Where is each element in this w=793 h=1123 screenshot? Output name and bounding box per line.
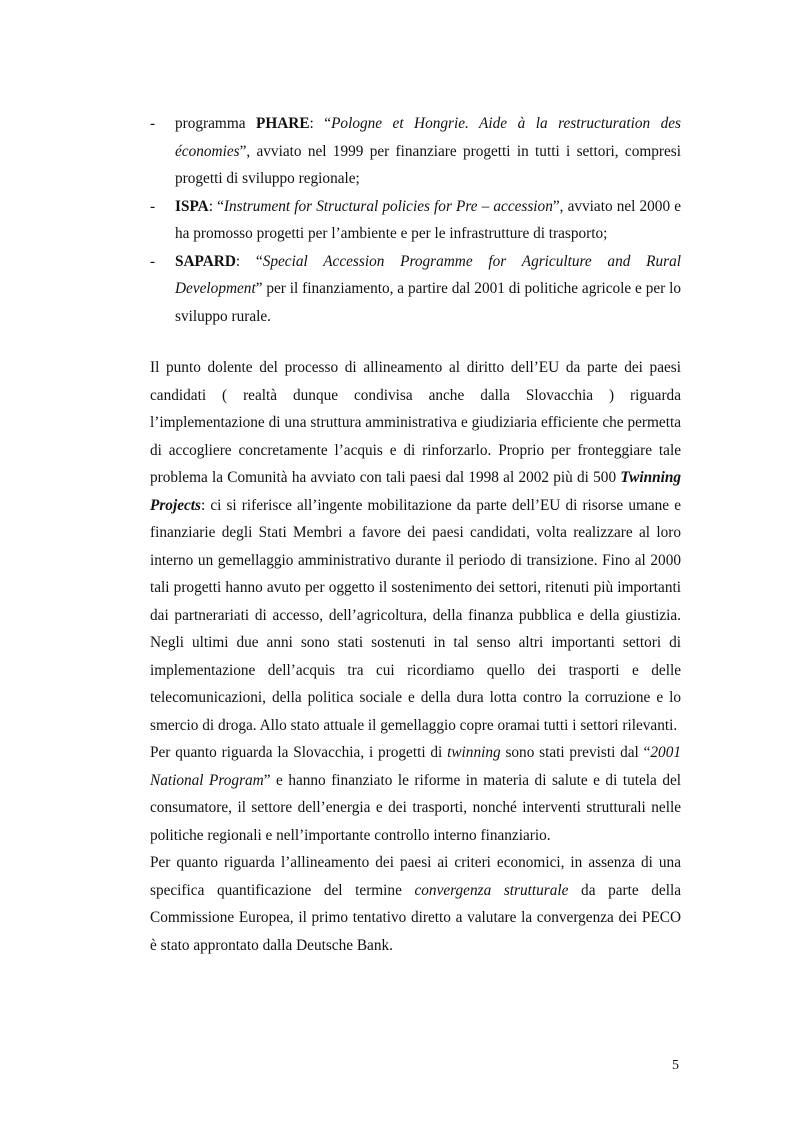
bullet-rest: ”, avviato nel 1999 per finanziare progetti in tutti i settori, compresi progetti di sviluppo regionale;	[175, 142, 681, 187]
italic-term: twinning	[447, 744, 501, 761]
program-title: Special Accession Programme for Agriculture and Rural Development	[175, 252, 681, 297]
program-title: Pologne et Hongrie. Aide à la restructuration des économies	[175, 115, 682, 160]
program-name: PHARE	[256, 115, 310, 132]
paragraph-text: ” e hanno finanziato le riforme in materia di salute e di tutela del consumatore, il settore dell’energia e dei trasporti, nonché interventi strutturali nelle politiche regionali e nell’importante controllo interno finanziario.	[150, 771, 682, 844]
italic-term: convergenza strutturale	[414, 881, 569, 899]
bullet-sapard	[150, 248, 681, 331]
bullet-dash: -	[150, 252, 156, 270]
bullet-dash: -	[150, 197, 156, 215]
paragraph-text: Per quanto riguarda la Slovacchia, i progetti di	[150, 744, 448, 761]
document-page	[150, 110, 681, 959]
bullet-ispa	[150, 193, 681, 248]
paragraph-twinning	[150, 354, 681, 739]
paragraph-economic-criteria	[150, 849, 681, 959]
program-title: Instrument for Structural policies for Pre – accession	[223, 197, 553, 215]
paragraph-text: sono stati previsti dal “	[500, 744, 651, 761]
page-number: 5	[672, 1058, 679, 1073]
program-name: SAPARD	[175, 252, 236, 270]
bullet-sep: : “	[309, 115, 332, 132]
bullet-dash: -	[150, 115, 156, 132]
bullet-lead: programma	[175, 115, 256, 132]
paragraph-slovakia	[150, 739, 681, 849]
bullet-sep: : “	[208, 197, 224, 215]
twinning-projects-emphasis: Twinning Projects	[150, 469, 681, 514]
paragraph-text: da parte della Commissione Europea, il primo tentativo diretto a valutare la convergenza dei PECO è stato approntato dalla Deutsche Bank.	[150, 881, 682, 954]
italic-term: 2001 National Program	[150, 744, 681, 789]
program-name: ISPA	[175, 197, 209, 215]
paragraph-text: Per quanto riguarda l’allineamento dei paesi ai criteri economici, in assenza di una specifica quantificazione del termine	[150, 854, 681, 899]
bullet-sep: : “	[235, 252, 263, 270]
bullet-phare	[150, 110, 681, 193]
paragraph-text: Il punto dolente del processo di allineamento al diritto dell’EU da parte dei paesi candidati ( realtà dunque condivisa anche dalla Slovacchia ) riguarda l’implementazione di una struttura amministrativa e giudiziaria efficiente che permetta di accogliere concretamente l’acquis e di rinforzarlo. Proprio per fronteggiare tale problema la Comunità ha avviato con tali paesi dal 1998 al 2002 più di 500	[150, 359, 681, 486]
bullet-rest: ” per il finanziamento, a partire dal 2001 di politiche agricole e per lo sviluppo rurale.	[175, 280, 681, 325]
paragraph-text: : ci si riferisce all’ingente mobilitazione da parte dell’EU di risorse umane e finanziarie degli Stati Membri a favore dei paesi candidati, volta realizzare al loro interno un gemellaggio amministrativo durante il periodo di transizione. Fino al 2000 tali progetti hanno avuto per oggetto il sostenimento dei settori, ritenuti più importanti dai partnerariati di accesso, dell’agricoltura, della finanza pubblica e della giustizia. Negli ultimi due anni sono stati sostenuti in tal senso altri importanti settori di implementazione dell’acquis tra cui ricordiamo quello dei trasporti e delle telecomunicazioni, della politica sociale e della dura lotta contro la corruzione e lo smercio di droga. Allo stato attuale il gemellaggio copre oramai tutti i settori rilevanti.	[150, 496, 681, 734]
bullet-rest: ”, avviato nel 2000 e ha promosso progetti per l’ambiente e per le infrastrutture di trasporto;	[175, 197, 681, 242]
